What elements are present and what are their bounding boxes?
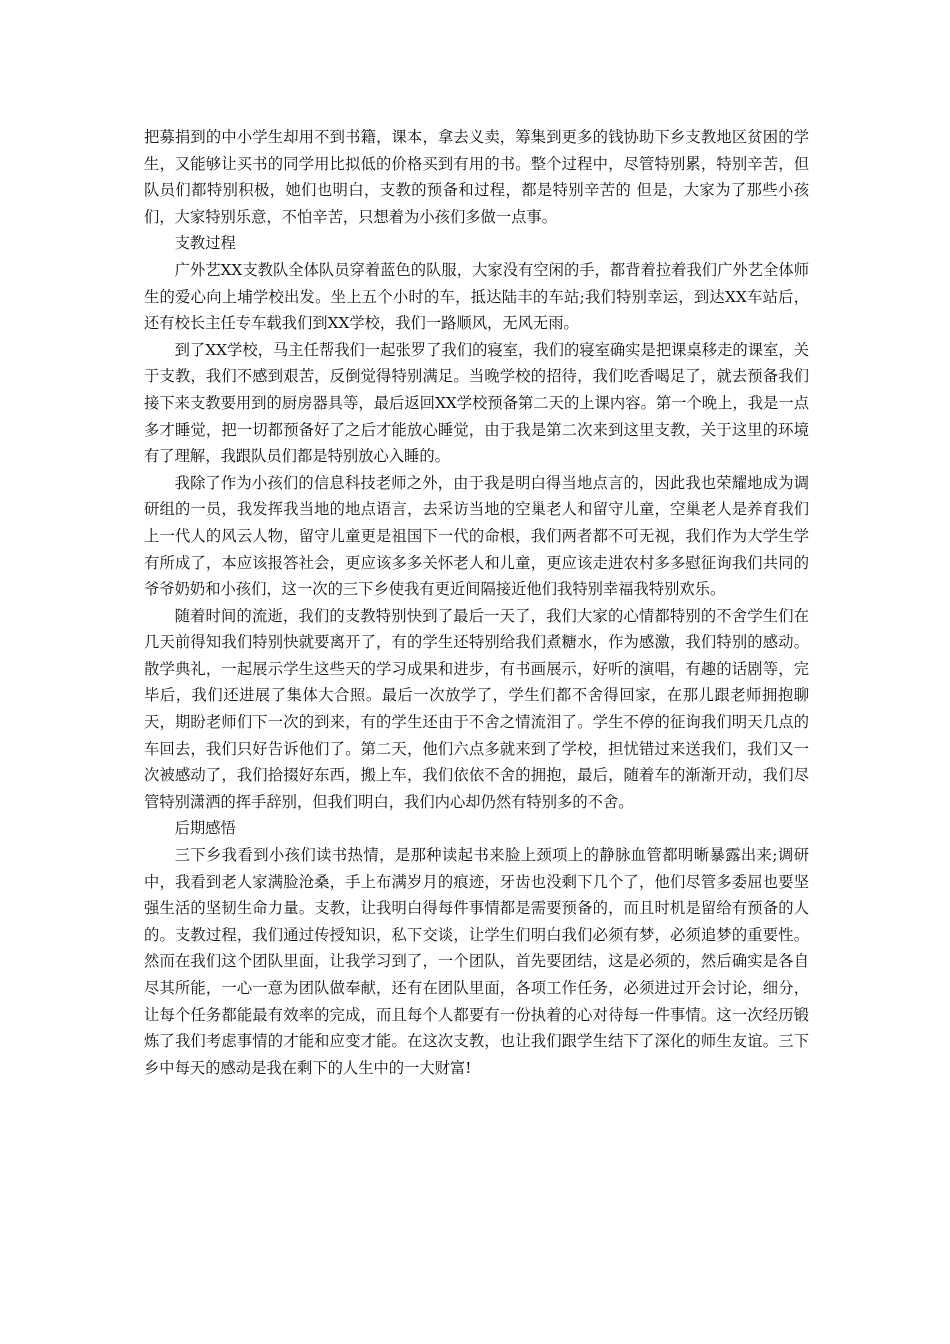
paragraph-departure: 广外艺XX支教队全体队员穿着蓝色的队服，大家没有空闲的手，都背着拉着我们广外艺全体师生的爱心向上埔学校出发。坐上五个小时的车，抵达陆丰的车站;我们特别幸运，到达XX车站后，还有校长主任专车载我们到XX学校，我们一路顺风，无风无雨。 (144, 260, 809, 333)
document-body (144, 124, 809, 1081)
paragraph-arrival: 到了XX学校，马主任帮我们一起张罗了我们的寝室，我们的寝室确实是把课桌移走的课室，关于支教，我们不感到艰苦，反倒觉得特别满足。当晚学校的招待，我们吃香喝足了，就去预备我们接下来支教要用到的厨房器具等，最后返回XX学校预备第二天的上课内容。第一个晚上，我是一点多才睡觉，把一切都预备好了之后才能放心睡觉，由于我是第二次来到这里支教，关于这里的环境有了理解，我跟队员们都是特别放心入睡的。 (144, 340, 809, 466)
section-heading-process: 支教过程 (174, 234, 236, 253)
paragraph-reflection: 三下乡我看到小孩们读书热情，是那种读起书来脸上颈项上的静脉血管都明晰暴露出来;调研中，我看到老人家满脸沧桑，手上布满岁月的痕迹，牙齿也没剩下几个了，他们尽管多委屈也要坚强生活的坚韧生命力量。支教，让我明白得每件事情都是需要预备的，而且时机是留给有预备的人的。支教过程，我们通过传授知识，私下交谈，让学生们明白我们必须有梦，必须追梦的重要性。然而在我们这个团队里面，让我学习到了，一个团队，首先要团结，这是必须的，然后确实是各自尽其所能，一心一意为团队做奉献，还有在团队里面，各项工作任务，必须进过开会讨论，细分，让每个任务都能最有效率的完成，而且每个人都要有一份执着的心对待每一件事情。这一次经历锻炼了我们考虑事情的才能和应变才能。在这次支教，也让我们跟学生结下了深化的师生友谊。三下乡中每天的感动是我在剩下的人生中的一大财富! (144, 846, 809, 1077)
paragraph-farewell: 随着时间的流逝，我们的支教特别快到了最后一天了，我们大家的心情都特别的不舍学生们在几天前得知我们特别快就要离开了，有的学生还特别给我们煮糖水，作为感激，我们特别的感动。散学典礼，一起展示学生这些天的学习成果和进步，有书画展示，好听的演唱，有趣的话剧等，完毕后，我们还进展了集体大合照。最后一次放学了，学生们都不舍得回家，在那儿跟老师拥抱聊天，期盼老师们下一次的到来，有的学生还由于不舍之情流泪了。学生不停的征询我们明天几点的车回去，我们只好告诉他们了。第二天，他们六点多就来到了学校，担忧错过来送我们，我们又一次被感动了，我们拾掇好东西，搬上车，我们依依不舍的拥抱，最后，随着车的渐渐开动，我们尽管特别潇洒的挥手辞别，但我们明白，我们内心却仍然有特别多的不舍。 (144, 606, 809, 811)
paragraph-intro: 把募捐到的中小学生却用不到书籍，课本，拿去义卖，筹集到更多的钱协助下乡支教地区贫困的学生，又能够让买书的同学用比拟低的价格买到有用的书。整个过程中，尽管特别累，特别辛苦，但队员们都特别积极，她们也明白，支教的预备和过程，都是特别辛苦的 但是，大家为了那些小孩们，大家特别乐意，不怕辛苦，只想着为小孩们多做一点事。 (144, 128, 809, 226)
section-heading-reflection: 后期感悟 (174, 819, 236, 838)
paragraph-research: 我除了作为小孩们的信息科技老师之外，由于我是明白得当地点言的，因此我也荣耀地成为调研组的一员，我发挥我当地的地点语言，去采访当地的空巢老人和留守儿童，空巢老人是养育我们上一代人的风云人物，留守儿童更是祖国下一代的命根，我们两者都不可无视，我们作为大学生学有所成了，本应该报答社会，更应该多多关怀老人和儿童，更应该走进农村多多慰征询我们共同的爷爷奶奶和小孩们，这一次的三下乡使我有更近间隔接近他们我特别幸福我特别欢乐。 (144, 473, 809, 599)
